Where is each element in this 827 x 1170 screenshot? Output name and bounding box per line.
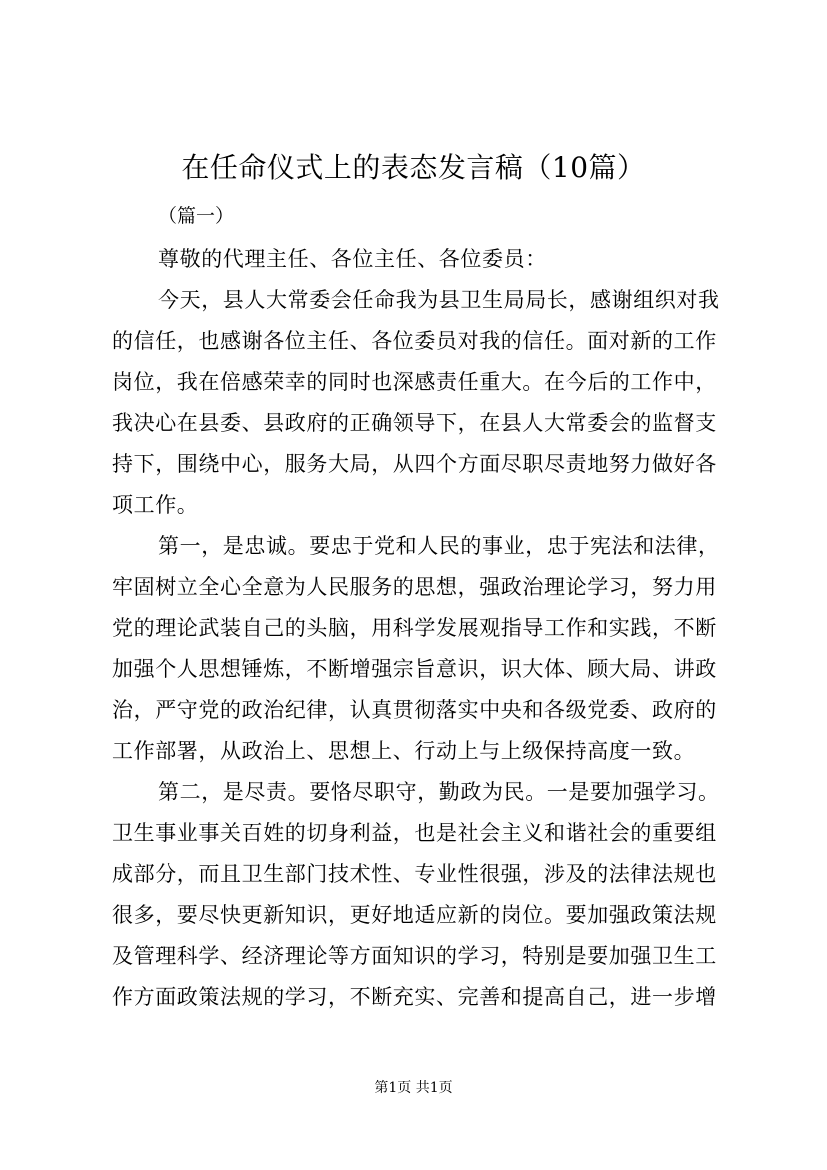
paragraph-line: 持下，围绕中心，服务大局，从四个方面尽职尽责地努力做好各 — [112, 452, 717, 476]
paragraph-line: 很多，要尽快更新知识，更好地适应新的岗位。要加强政策法规 — [112, 903, 717, 927]
salutation-line: 尊敬的代理主任、各位主任、各位委员： — [158, 247, 547, 271]
section-label: （篇一） — [158, 205, 235, 227]
paragraph-line: 成部分，而且卫生部门技术性、专业性很强，涉及的法律法规也 — [112, 862, 717, 886]
paragraph-line: 的信任，也感谢各位主任、各位委员对我的信任。面对新的工作 — [112, 329, 717, 353]
document-title: 在任命仪式上的表态发言稿（10篇） — [181, 151, 646, 184]
paragraph-line: 岗位，我在倍感荣幸的同时也深感责任重大。在今后的工作中， — [112, 370, 717, 394]
paragraph-line: 工作部署，从政治上、思想上、行动上与上级保持高度一致。 — [112, 739, 696, 763]
paragraph-line: 今天，县人大常委会任命我为县卫生局局长，感谢组织对我 — [158, 288, 720, 312]
paragraph-line: 及管理科学、经济理论等方面知识的学习，特别是要加强卫生工 — [112, 944, 717, 968]
paragraph-line: 项工作。 — [112, 493, 199, 517]
paragraph-line: 第二，是尽责。要恪尽职守，勤政为民。一是要加强学习。 — [158, 780, 720, 804]
paragraph-line: 第一，是忠诚。要忠于党和人民的事业，忠于宪法和法律， — [158, 534, 720, 558]
paragraph-line: 作方面政策法规的学习，不断充实、完善和提高自己，进一步增 — [112, 985, 717, 1009]
paragraph-line: 党的理论武装自己的头脑，用科学发展观指导工作和实践，不断 — [112, 616, 717, 640]
paragraph-line: 我决心在县委、县政府的正确领导下，在县人大常委会的监督支 — [112, 411, 717, 435]
paragraph-line: 加强个人思想锤炼，不断增强宗旨意识，识大体、顾大局、讲政 — [112, 657, 717, 681]
page-footer: 第1页 共1页 — [374, 1080, 453, 1096]
paragraph-line: 卫生事业事关百姓的切身利益，也是社会主义和谐社会的重要组 — [112, 821, 717, 845]
paragraph-line: 牢固树立全心全意为人民服务的思想，强政治理论学习，努力用 — [112, 575, 717, 599]
paragraph-line: 治，严守党的政治纪律，认真贯彻落实中央和各级党委、政府的 — [112, 698, 717, 722]
